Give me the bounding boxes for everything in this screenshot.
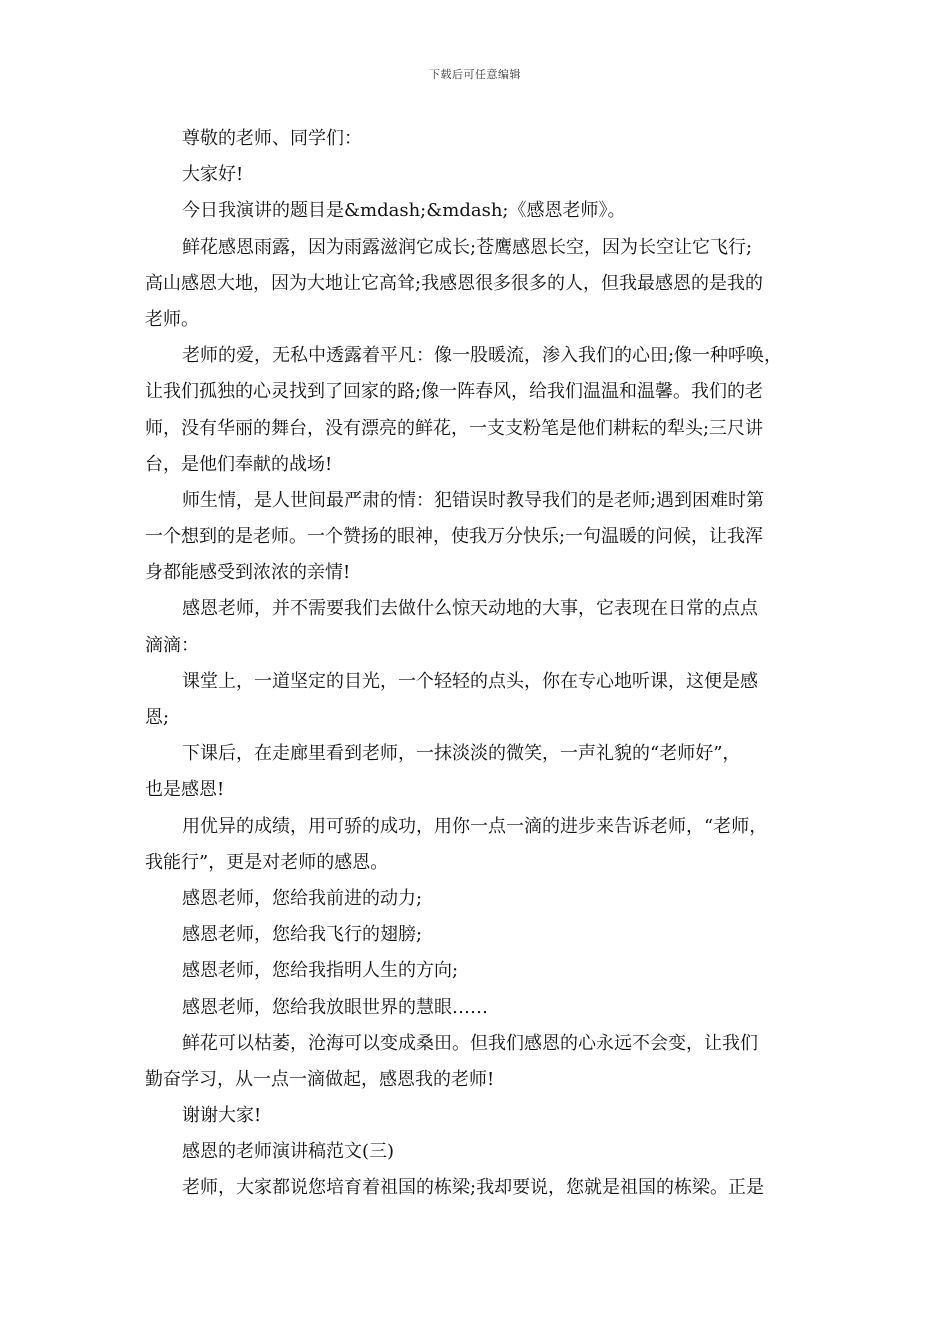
text-line: 我能行”，更是对老师的感恩。 — [145, 851, 389, 873]
text-line: 勤奋学习，从一点一滴做起，感恩我的老师! — [145, 1068, 495, 1090]
text-line: 高山感恩大地，因为大地让它高耸;我感恩很多很多的人，但我最感恩的是我的 — [145, 272, 764, 294]
text-line: 用优异的成绩，用可骄的成功，用你一点一滴的进步来告诉老师，“老师， — [182, 815, 768, 837]
text-line: 谢谢大家! — [182, 1105, 262, 1127]
text-line: 鲜花感恩雨露，因为雨露滋润它成长;苍鹰感恩长空，因为长空让它飞行; — [182, 236, 753, 258]
text-line: 感恩的老师演讲稿范文(三) — [182, 1141, 395, 1163]
text-line: 师生情，是人世间最严肃的情：犯错误时教导我们的是老师;遇到困难时第 — [182, 489, 765, 511]
document-body — [145, 121, 809, 1207]
text-line: 感恩老师，您给我指明人生的方向; — [182, 960, 459, 982]
text-line: 师，没有华丽的舞台，没有漂亮的鲜花，一支支粉笔是他们耕耘的犁头;三尺讲 — [145, 417, 764, 439]
text-line: 感恩老师，您给我前进的动力; — [182, 887, 423, 909]
text-line: 恩; — [145, 707, 170, 728]
text-line: 今日我演讲的题目是&mdash;&mdash;《感恩老师》。 — [182, 200, 626, 222]
text-line: 老师，大家都说您培育着祖国的栋梁;我却要说，您就是祖国的栋梁。正是 — [182, 1177, 765, 1199]
text-line: 课堂上，一道坚定的目光，一个轻轻的点头，你在专心地听课，这便是感 — [182, 670, 758, 692]
page-header: 下载后可任意编辑 — [429, 68, 521, 81]
text-line: 老师。 — [145, 308, 199, 330]
text-line: 让我们孤独的心灵找到了回家的路;像一阵春风，给我们温温和温馨。我们的老 — [145, 381, 764, 403]
text-line: 滴滴： — [145, 634, 199, 656]
text-line: 老师的爱，无私中透露着平凡：像一股暖流，渗入我们的心田;像一种呼唤， — [182, 345, 783, 367]
text-line: 一个想到的是老师。一个赞扬的眼神，使我万分快乐;一句温暖的问候，让我浑 — [145, 526, 764, 548]
text-line: 身都能感受到浓浓的亲情! — [145, 562, 351, 584]
text-line: 感恩老师，您给我放眼世界的慧眼…… — [182, 996, 488, 1018]
text-line: 下课后，在走廊里看到老师，一抹淡淡的微笑，一声礼貌的“老师好”， — [182, 743, 741, 765]
text-line: 也是感恩! — [145, 779, 225, 801]
text-line: 大家好! — [182, 164, 244, 186]
text-line: 鲜花可以枯萎，沧海可以变成桑田。但我们感恩的心永远不会变，让我们 — [182, 1032, 758, 1054]
text-line: 台，是他们奉献的战场! — [145, 453, 333, 475]
text-line: 尊敬的老师、同学们： — [182, 128, 362, 149]
text-line: 感恩老师，并不需要我们去做什么惊天动地的大事，它表现在日常的点点 — [182, 598, 758, 620]
text-line: 感恩老师，您给我飞行的翅膀; — [182, 924, 423, 946]
